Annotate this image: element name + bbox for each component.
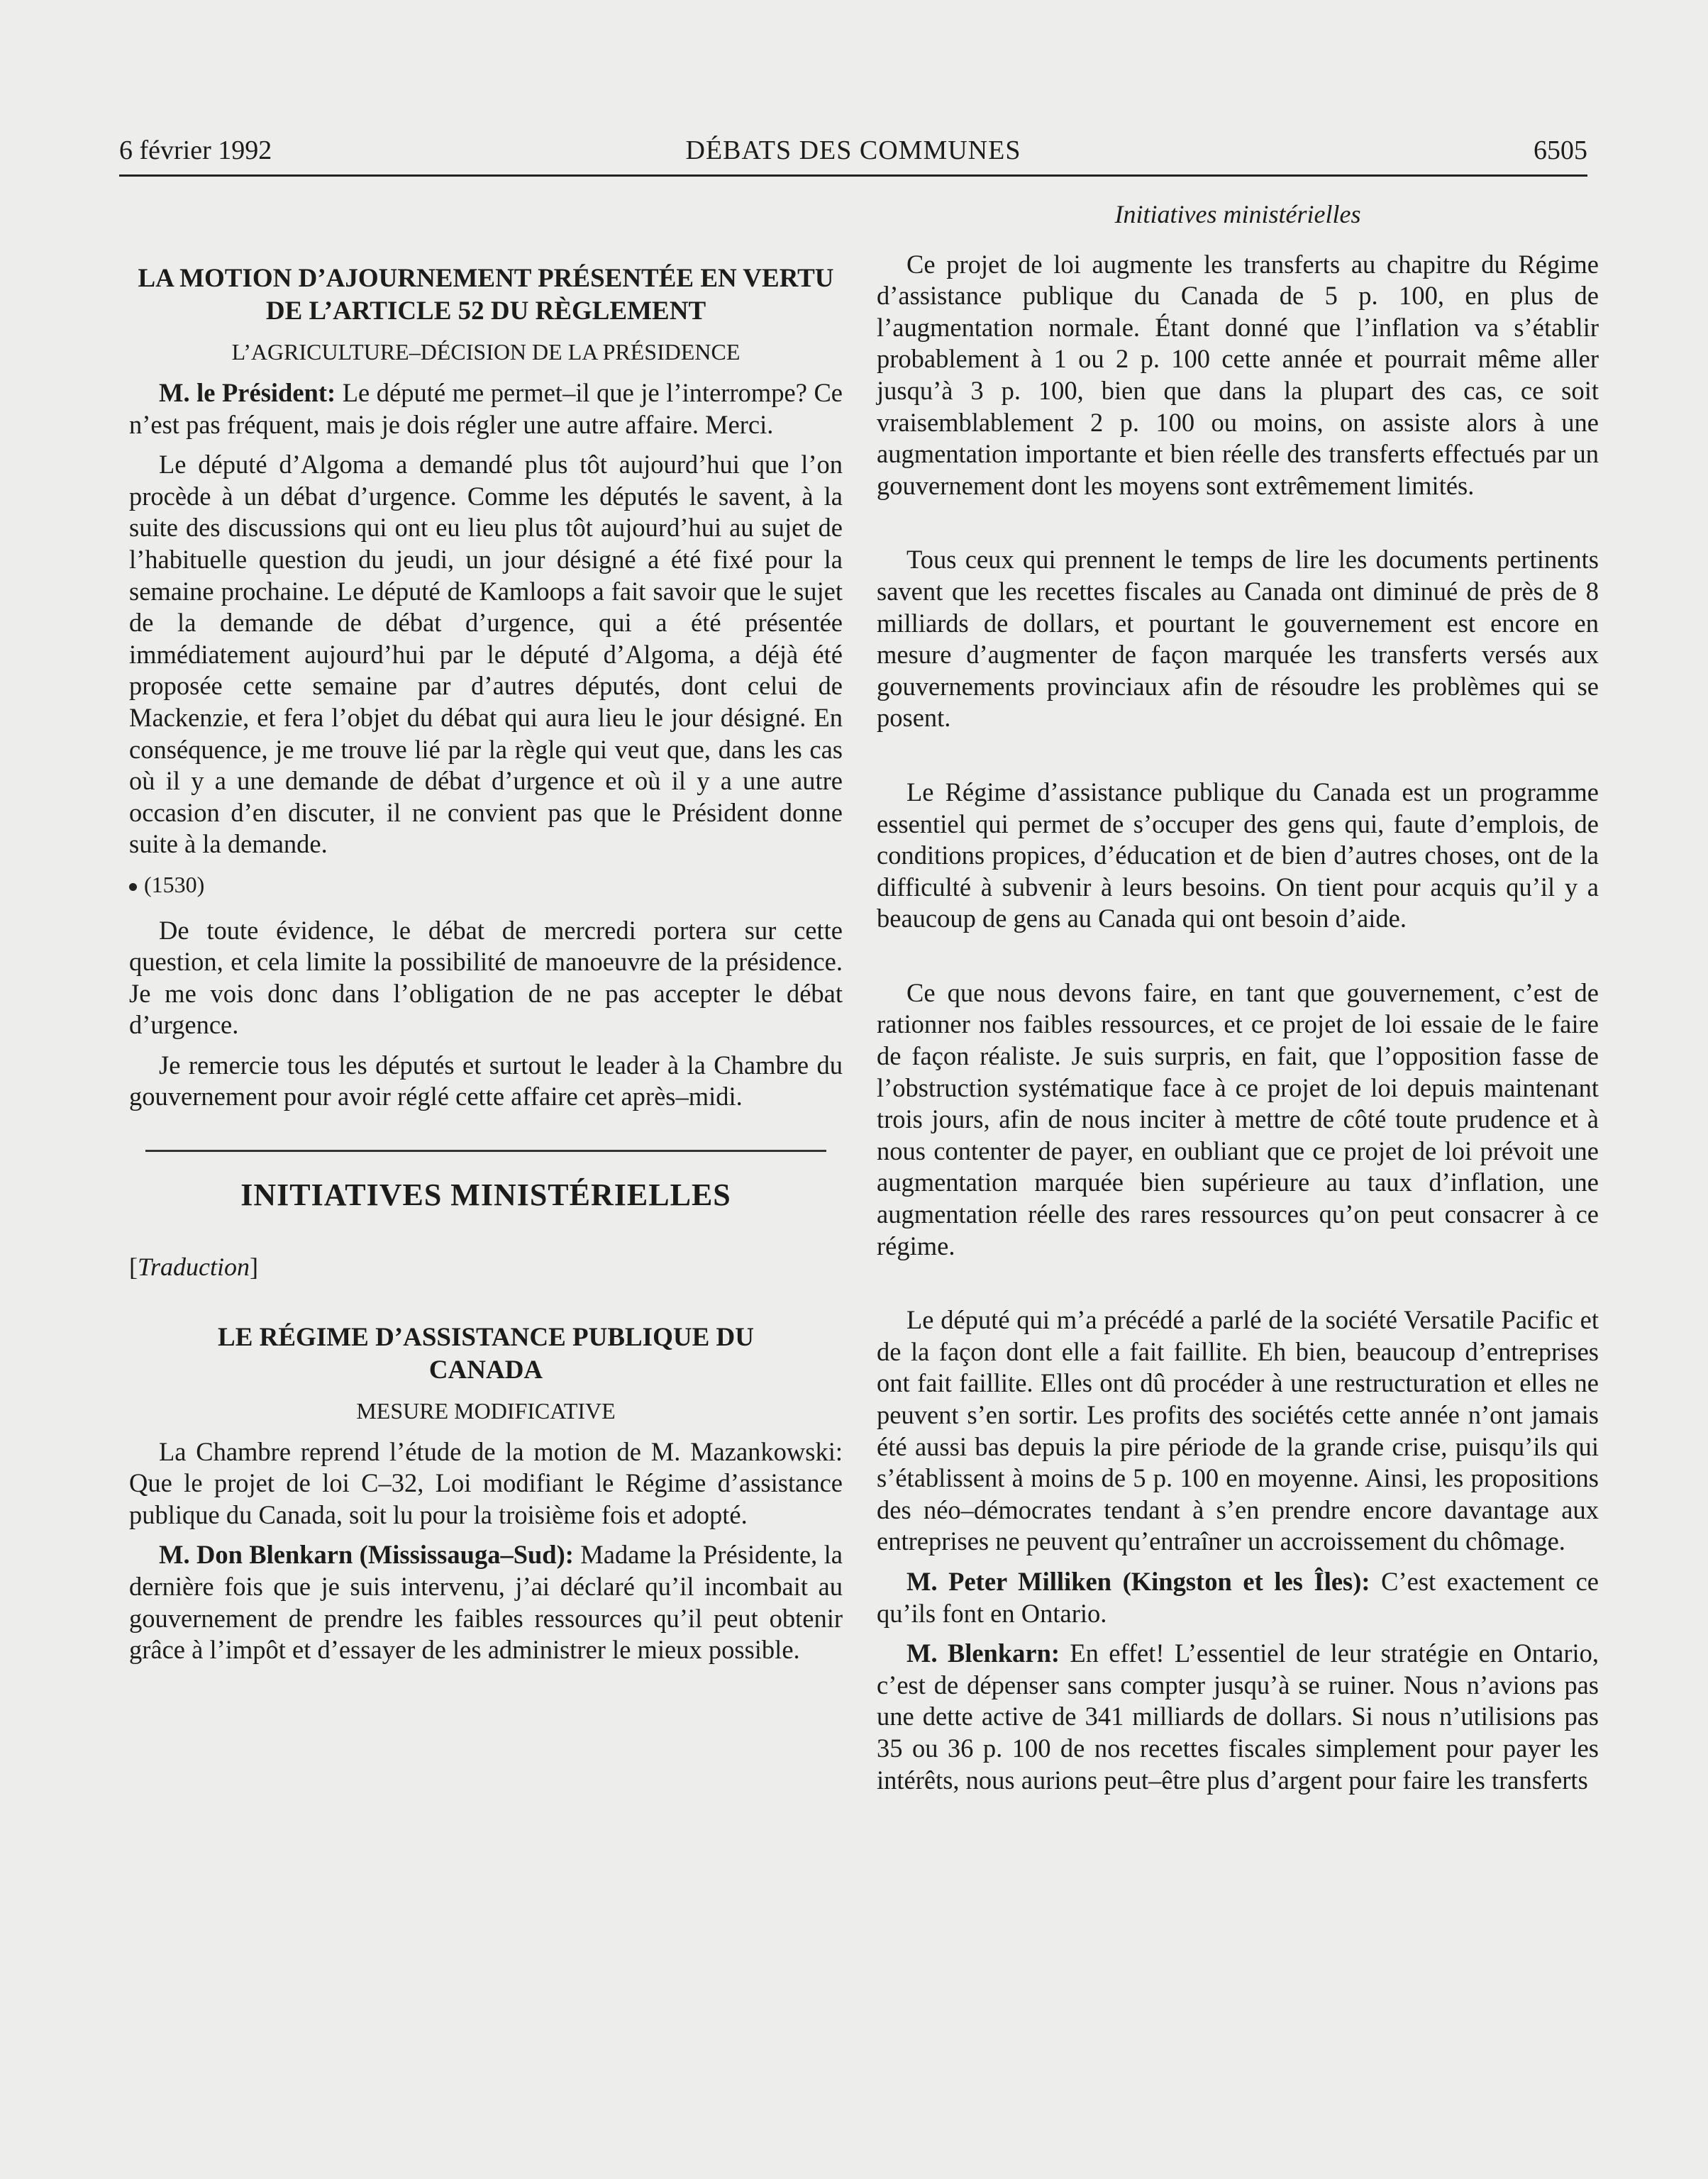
time-stamp-text: (1530) <box>144 871 205 897</box>
right-column <box>877 199 1599 1804</box>
translation-note: [Traduction] <box>129 1253 259 1282</box>
section-title-government-orders: INITIATIVES MINISTÉRIELLES <box>240 1177 731 1213</box>
paragraph: Le Régime d’assistance publique du Canada est un programme essentiel qui permet de s’occuper des gens qui, faute d’emplois, de conditions propices, d’éducation et de bien d’autres choses, ont de la difficulté à subvenir à leurs besoins. On tient pour acquis qu’il y a beaucoup de gens au Canada qui ont besoin d’aide. <box>877 777 1599 933</box>
left-column <box>129 199 843 1675</box>
header-page-number: 6505 <box>1534 135 1587 165</box>
paragraph <box>877 1638 1599 1796</box>
section-title-adjournment: LA MOTION D’AJOURNEMENT PRÉSENTÉE EN VERTU DE L’ARTICLE 52 DU RÈGLEMENT <box>138 264 834 326</box>
paragraph: La Chambre reprend l’étude de la motion de M. Mazankowski: Que le projet de loi C–32, Loi modifiant le Régime d’assistance publique du Canada, soit lu pour la troisième fois et adopté. <box>129 1436 843 1529</box>
header-date: 6 février 1992 <box>119 135 272 165</box>
paragraph: De toute évidence, le débat de mercredi portera sur cette question, et cela limite la possibilité de manoeuvre de la présidence. Je me vois donc dans l’obligation de ne pas accepter le débat d’urgence. <box>129 915 843 1040</box>
speaker-name: M. Don Blenkarn (Mississauga–Sud): <box>159 1540 574 1570</box>
speaker-name: M. Peter Milliken (Kingston et les Îles): <box>906 1566 1370 1596</box>
bullet-icon <box>129 883 137 891</box>
paragraph: Tous ceux qui prennent le temps de lire les documents pertinents savent que les recettes fiscales au Canada ont diminué de près de 8 milliards de dollars, et pourtant le gouvernement est encore en mesure d’augmenter de façon marquée les transferts versés aux gouvernements provinciaux afin de résoudre les problèmes qui se posent. <box>877 545 1599 733</box>
paragraph-text: Madame la Présidente, la dernière fois que je suis intervenu, j’ai déclaré qu’il incombait au gouvernement de prendre les faibles ressources qu’il peut obtenir grâce à l’impôt et d’essayer de les administrer le mieux possible. <box>129 1540 843 1665</box>
time-stamp <box>129 869 843 901</box>
section-subtitle-agriculture: L’AGRICULTURE–DÉCISION DE LA PRÉSIDENCE <box>231 339 741 365</box>
header-title: DÉBATS DES COMMUNES <box>685 135 1021 165</box>
paragraph-text: En effet! L’essentiel de leur stratégie en Ontario, c’est de dépenser sans compter jusqu’à se ruiner. Nous n’avions pas une dette active de 341 milliards de dollars. Si nous n’utilisions pas 35 ou 36 p. 100 de nos recettes fiscales simplement pour payer les intérêts, nous aurions peut–être plus d’argent pour faire les transferts <box>877 1639 1599 1795</box>
paragraph: Le député qui m’a précédé a parlé de la société Versatile Pacific et de la façon dont elle a fait faillite. Eh bien, beaucoup d’entreprises ont fait faillite. Elles ont dû procéder à une restructuration et elles ne peuvent s’en sortir. Les profits des sociétés cette année n’ont jamais été aussi bas depuis la pire période de la grande crise, puisqu’ils qui s’établissent à moins de 5 p. 100 en moyenne. Ainsi, les propositions des néo–démocrates tendant à s’en prendre encore davantage aux entreprises ne peuvent qu’entraîner un accroissement du chômage. <box>877 1305 1599 1556</box>
paragraph: Ce que nous devons faire, en tant que gouvernement, c’est de rationner nos faibles ressources, et ce projet de loi essaie de le faire de façon réaliste. Je suis surpris, en fait, que l’opposition fasse de l’obstruction systématique face à ce projet de loi depuis maintenant trois jours, afin de nous inciter à mettre de côté toute prudence et à nous contenter de payer, en oubliant que ce projet de loi prévoit une augmentation marquée bien supérieure au taux d’inflation, une augmentation réelle des rares ressources qu’on peut consacrer à ce régime. <box>877 977 1599 1260</box>
paragraph-text: Le député me permet–il que je l’interrompe? Ce n’est pas fréquent, mais je dois régler une autre affaire. Merci. <box>129 378 843 439</box>
paragraph: Je remercie tous les députés et surtout le leader à la Chambre du gouvernement pour avoir réglé cette affaire cet après–midi. <box>129 1050 843 1111</box>
paragraph: Ce projet de loi augmente les transferts au chapitre du Régime d’assistance publique du Canada de 5 p. 100, en plus de l’augmentation normale. Étant donné que l’inflation va s’établir probablement à 1 ou 2 p. 100 cette année et pourrait même aller jusqu’à 3 p. 100, bien que dans la plupart des cas, ce soit vraisemblablement 2 p. 100 ou moins, on assiste alors à une augmentation importante et bien réelle des transferts effectués par un gouvernement dont les moyens sont extrêmement limités. <box>877 249 1599 500</box>
section-divider <box>145 1150 826 1152</box>
paragraph: Le député d’Algoma a demandé plus tôt aujourd’hui que l’on procède à un débat d’urgence. Comme les députés le savent, à la suite des discussions qui ont eu lieu plus tôt aujourd’hui au sujet de l’habituelle question du jeudi, un jour désigné a été fixé pour la semaine prochaine. Le député de Kamloops a fait savoir que le sujet de la demande de débat d’urgence, qui a été présentée immédiatement aujourd’hui par le député d’Algoma, a déjà été proposée cette semaine par d’autres députés, dont celui de Mackenzie, et fera l’objet du débat qui aura lieu le jour désigné. En conséquence, je me trouve lié par la règle qui veut que, dans les cas où il y a une demande de débat d’urgence et où il y a une autre occasion d’en discuter, il ne convient pas que le Président donne suite à la demande. <box>129 450 843 859</box>
paragraph <box>129 377 843 440</box>
speaker-name: M. Blenkarn: <box>906 1639 1060 1668</box>
paragraph-text: C’est exactement ce qu’ils font en Ontario. <box>877 1566 1599 1628</box>
page-header <box>119 135 1587 177</box>
paragraph <box>129 1539 843 1665</box>
section-title-cap: LE RÉGIME D’ASSISTANCE PUBLIQUE DU CANADA <box>218 1322 754 1385</box>
translation-note-text: Traduction <box>138 1253 250 1282</box>
paragraph <box>877 1566 1599 1629</box>
section-subtitle-amendment: MESURE MODIFICATIVE <box>356 1397 616 1424</box>
speaker-name: M. le Président: <box>159 378 336 407</box>
running-head: Initiatives ministérielles <box>1114 200 1361 228</box>
